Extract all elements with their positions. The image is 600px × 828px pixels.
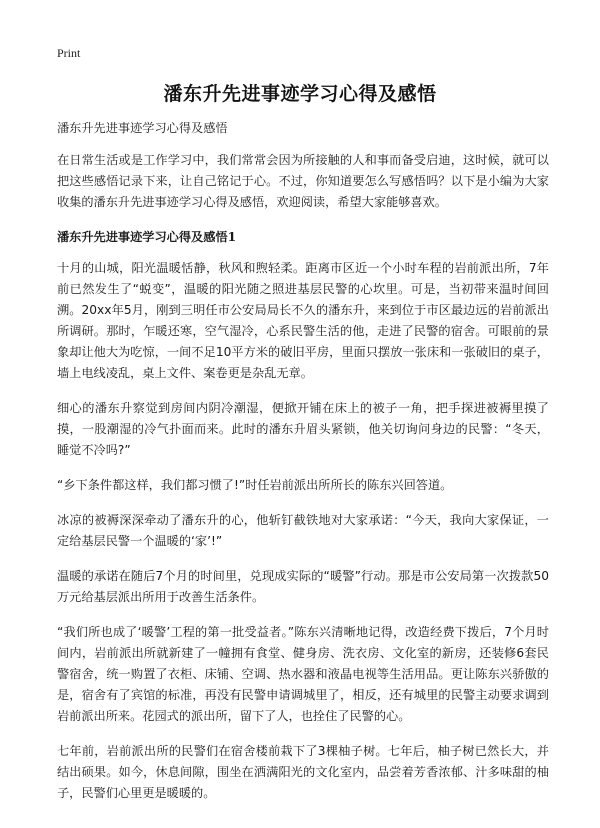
body-paragraph: “我们所也成了‘暖警’工程的第一批受益者。”陈东兴清晰地记得，改造经费下拨后，7个月时间内，岩前派出所就新建了一幢拥有食堂、健身房、洗衣房、文化室的新房，还装修6套民警宿舍，统一购置了衣柜、床铺、空调、热水器和液晶电视等生活用品。更让陈东兴骄傲的是，宿舍有了宾馆的标准，再没有民警申请调城里了，相反，还有城里的民警主动要求调到岩前派出所来。花园式的派出所，留下了人，也拴住了民警的心。 (57, 625, 549, 723)
body-paragraph: 十月的山城，阳光温暖恬静，秋风和煦轻柔。距离市区近一个小时车程的岩前派出所，7年前已然发生了“蜕变”，温暖的阳光随之照进基层民警的心坎里。可是，当初带来温时间回溯。20xx年5月，刚到三明任市公安局局长不久的潘东升，来到位于市区最边远的岩前派出所调研。那时，乍暖还寒，空气湿冷，心系民警生活的他，走进了民警的宿舍。可眼前的景象却让他大为吃惊，一间不足10平方米的破旧平房，里面只摆放一张床和一张破旧的桌子，墙上电线凌乱，桌上文件、案卷更是杂乱无章。 (57, 261, 549, 380)
body-paragraph: 冰凉的被褥深深牵动了潘东升的心，他斩钉截铁地对大家承诺：“今天，我向大家保证，一定给基层民警一个温暖的‘家’!” (57, 513, 549, 548)
intro-paragraph: 在日常生活或是工作学习中，我们常常会因为所接触的人和事而备受启迪，这时候，就可以把这些感悟记录下来，让自己铭记于心。不过，你知道要怎么写感悟吗？以下是小编为大家收集的潘东升先进事迹学习心得及感悟，欢迎阅读，希望大家能够喜欢。 (57, 153, 549, 209)
body-paragraph: “乡下条件都这样，我们都习惯了!”时任岩前派出所所长的陈东兴回答道。 (57, 478, 453, 492)
document-body (57, 118, 549, 818)
section-heading: 潘东升先进事迹学习心得及感悟1 (57, 230, 237, 244)
body-paragraph: 细心的潘东升察觉到房间内阴冷潮湿，便掀开铺在床上的被子一角，把手探进被褥里摸了摸，一股潮湿的冷气扑面而来。此时的潘东升眉头紧锁，他关切询问身边的民警：“冬天，睡觉不冷吗?” (57, 401, 549, 457)
print-link[interactable]: Print (57, 46, 81, 60)
document-subtitle: 潘东升先进事迹学习心得及感悟 (57, 121, 228, 135)
body-paragraph: 温暖的承诺在随后7个月的时间里，兑现成实际的“暖警”行动。那是市公安局第一次拨款50万元给基层派出所用于改善生活条件。 (57, 569, 549, 604)
document-title: 潘东升先进事迹学习心得及感悟 (163, 83, 437, 105)
body-paragraph: 七年前，岩前派出所的民警们在宿舍楼前栽下了3棵柚子树。七年后，柚子树已然长大，并结出硕果。如今，休息间隙，围坐在洒满阳光的文化室内，品尝着芳香浓郁、汁多味甜的柚子，民警们心里更是暖暖的。 (57, 744, 549, 800)
